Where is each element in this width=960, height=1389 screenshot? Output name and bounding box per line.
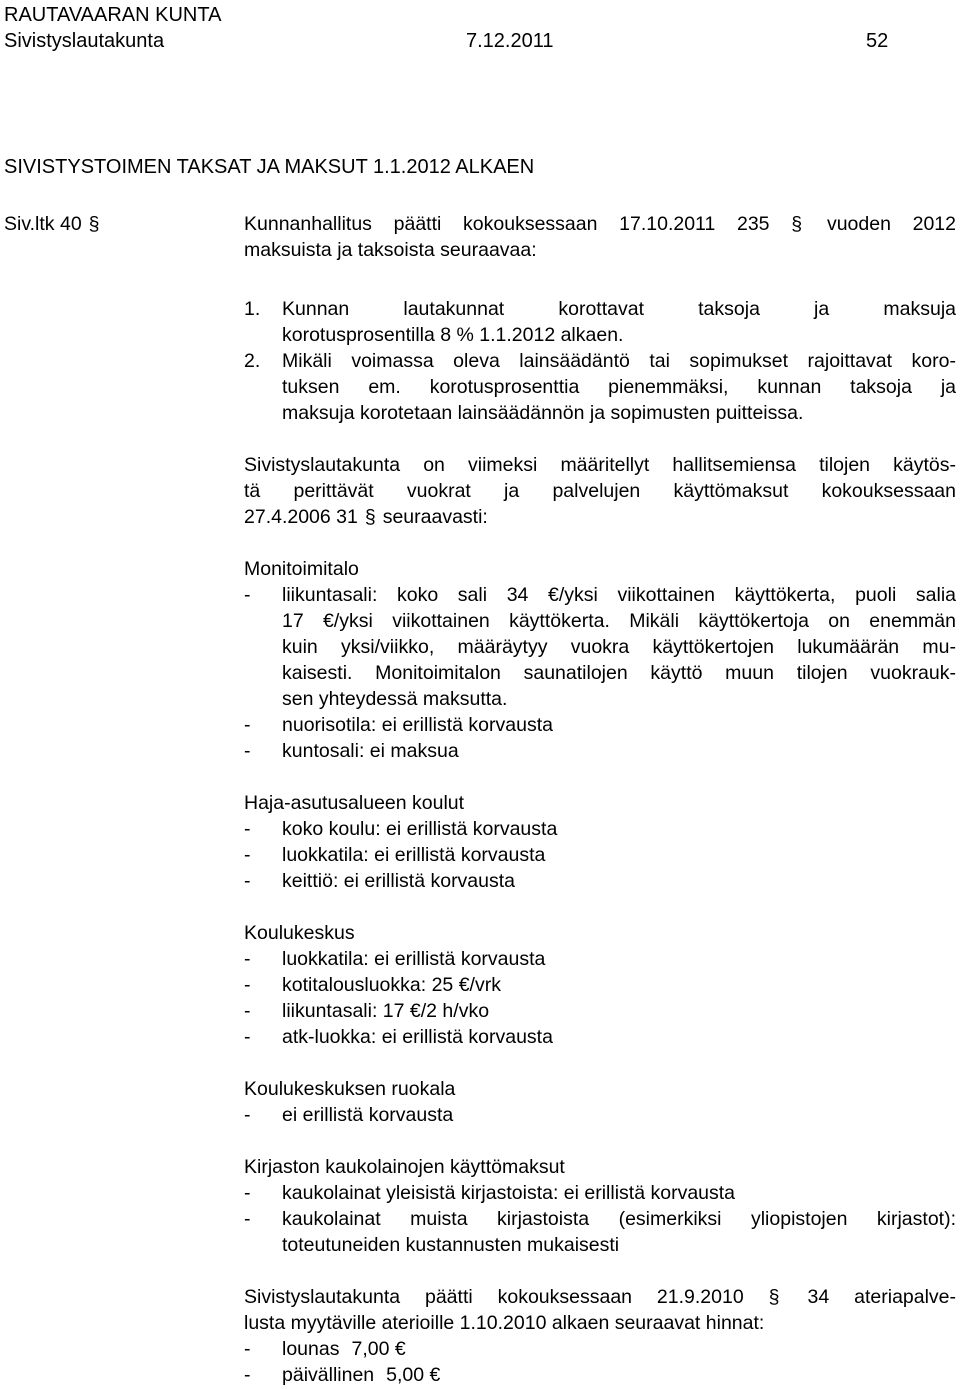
dash-bullet: - (244, 1026, 251, 1048)
decision-number: 2. (244, 350, 261, 372)
list-item (244, 972, 956, 998)
list-item (244, 1102, 956, 1128)
dash-bullet: - (244, 1364, 251, 1386)
paragraph-symbol: § (791, 213, 803, 235)
intro-line-3 (244, 504, 956, 530)
section-heading: Koulukeskus (244, 922, 355, 944)
dash-bullet: - (244, 1000, 251, 1022)
list-item (244, 816, 956, 842)
intro-line-3-pre: 27.4.2006 31 (244, 506, 358, 528)
dash-bullet: - (244, 584, 251, 606)
decision-line: tuksen em. korotusprosenttia pienemmäksi, kunnan taksoja ja (282, 376, 956, 398)
list-item (244, 712, 956, 738)
list-item-text: liikuntasali: koko sali 34 €/yksi viikottainen käyttökerta, puoli salia (282, 584, 956, 606)
reference-label-text: Siv.ltk 40 (4, 213, 82, 235)
list-item (244, 868, 956, 894)
price-label: päivällinen (282, 1364, 375, 1386)
price-list (244, 1336, 956, 1388)
list-item-text: koko koulu: ei erillistä korvausta (282, 818, 558, 840)
dash-bullet: - (244, 948, 251, 970)
price-label: lounas (282, 1338, 340, 1360)
dash-bullet: - (244, 1208, 251, 1230)
reference-label (4, 211, 101, 237)
reference-line-1 (244, 211, 956, 237)
decision-list (244, 296, 956, 426)
decision-line (244, 296, 956, 322)
section-title: SIVISTYSTOIMEN TAKSAT JA MAKSUT 1.1.2012 ALKAEN (4, 156, 535, 178)
reference-line-1-post: vuoden 2012 (826, 213, 956, 235)
list-item-text: kuntosali: ei maksua (282, 740, 459, 762)
list-item (244, 946, 956, 972)
section-gap (244, 894, 956, 920)
section-heading: Haja-asutusalueen koulut (244, 792, 465, 814)
list-item-text: luokkatila: ei erillistä korvausta (282, 948, 546, 970)
closing-line-1 (244, 1284, 956, 1310)
list-item-continuation: 17 €/yksi viikottainen käyttökerta. Mikäli käyttökertoja on enemmän (282, 610, 956, 632)
decision-text: Kunnan lautakunnat korottavat taksoja ja maksuja (282, 298, 956, 320)
board-name: Sivistyslautakunta (4, 30, 165, 52)
intro-line-2: tä perittävät vuokrat ja palvelujen käyttömaksut kokouksessaan (244, 480, 956, 502)
list-item-continuation: toteutuneiden kustannusten mukaisesti (282, 1234, 620, 1256)
decision-number: 1. (244, 298, 261, 320)
section-heading: Kirjaston kaukolainojen käyttömaksut (244, 1156, 565, 1178)
list-item-continuation: kaisesti. Monitoimitalon saunatilojen käyttö muun tilojen vuokrauk- (282, 662, 956, 684)
price-value: 5,00 € (386, 1364, 441, 1386)
list-item-text: kotitalousluokka: 25 €/vrk (282, 974, 501, 996)
section-gap (244, 1128, 956, 1154)
intro-line-3-post: seuraavasti: (382, 506, 488, 528)
list-item-text: luokkatila: ei erillistä korvausta (282, 844, 546, 866)
decision-line: korotusprosentilla 8 % 1.1.2012 alkaen. (282, 324, 624, 346)
list-item (244, 998, 956, 1024)
reference-line-2: maksuista ja taksoista seuraavaa: (244, 239, 537, 261)
section-gap (244, 764, 956, 790)
sections (244, 556, 956, 1284)
list-item-text: atk-luokka: ei erillistä korvausta (282, 1026, 553, 1048)
list-item-text: kaukolainat muista kirjastoista (esimerkiksi yliopistojen kirjastot): (282, 1208, 956, 1230)
decision-line (244, 348, 956, 374)
price-text (282, 1362, 956, 1388)
main-content (244, 211, 956, 1388)
dash-bullet: - (244, 870, 251, 892)
dash-bullet: - (244, 1338, 251, 1360)
section-gap (244, 1050, 956, 1076)
header-date: 7.12.2011 (466, 30, 554, 52)
decision-text: Mikäli voimassa oleva lainsäädäntö tai sopimukset rajoittavat koro- (282, 350, 956, 372)
list-item-continuation: sen yhteydessä maksutta. (282, 688, 508, 710)
paragraph-symbol: § (364, 506, 376, 528)
closing-line-1-pre: Sivistyslautakunta päätti kokouksessaan 21.9.2010 (244, 1286, 744, 1308)
dash-bullet: - (244, 844, 251, 866)
org-name: RAUTAVAARAN KUNTA (4, 4, 222, 26)
list-item-text: nuorisotila: ei erillistä korvausta (282, 714, 553, 736)
decision-line: maksuja korotetaan lainsäädännön ja sopimusten puitteissa. (282, 402, 804, 424)
price-item (244, 1362, 956, 1388)
dash-bullet: - (244, 1182, 251, 1204)
price-item (244, 1336, 956, 1362)
list-item (244, 1180, 956, 1206)
list-item-continuation: kuin yksi/viikko, määräytyy vuokra käyttökertojen lukumäärän mu- (282, 636, 956, 658)
dash-bullet: - (244, 974, 251, 996)
list-item-text: keittiö: ei erillistä korvausta (282, 870, 516, 892)
section-heading: Koulukeskuksen ruokala (244, 1078, 456, 1100)
intro-line-1: Sivistyslautakunta on viimeksi määritellyt hallitsemiensa tilojen käytös- (244, 454, 956, 476)
list-item (244, 1024, 956, 1050)
reference-line-1-pre: Kunnanhallitus päätti kokouksessaan 17.10.2011 235 (244, 213, 770, 235)
list-item-text: liikuntasali: 17 €/2 h/vko (282, 1000, 490, 1022)
paragraph-symbol: § (768, 1286, 780, 1308)
list-item-text: kaukolainat yleisistä kirjastoista: ei erillistä korvausta (282, 1182, 736, 1204)
section-gap (244, 1258, 956, 1284)
dash-bullet: - (244, 714, 251, 736)
list-item (244, 1206, 956, 1232)
dash-bullet: - (244, 818, 251, 840)
list-item (244, 842, 956, 868)
closing-line-2: lusta myytäville aterioille 1.10.2010 alkaen seuraavat hinnat: (244, 1312, 765, 1334)
paragraph-symbol: § (88, 213, 100, 235)
list-item (244, 582, 956, 608)
page-number: 52 (866, 30, 889, 52)
section-heading: Monitoimitalo (244, 558, 359, 580)
price-text (282, 1336, 956, 1362)
list-item (244, 738, 956, 764)
dash-bullet: - (244, 1104, 251, 1126)
closing-line-1-post: 34 ateriapalve- (807, 1286, 957, 1308)
list-item-text: ei erillistä korvausta (282, 1104, 454, 1126)
price-value: 7,00 € (351, 1338, 406, 1360)
dash-bullet: - (244, 740, 251, 762)
